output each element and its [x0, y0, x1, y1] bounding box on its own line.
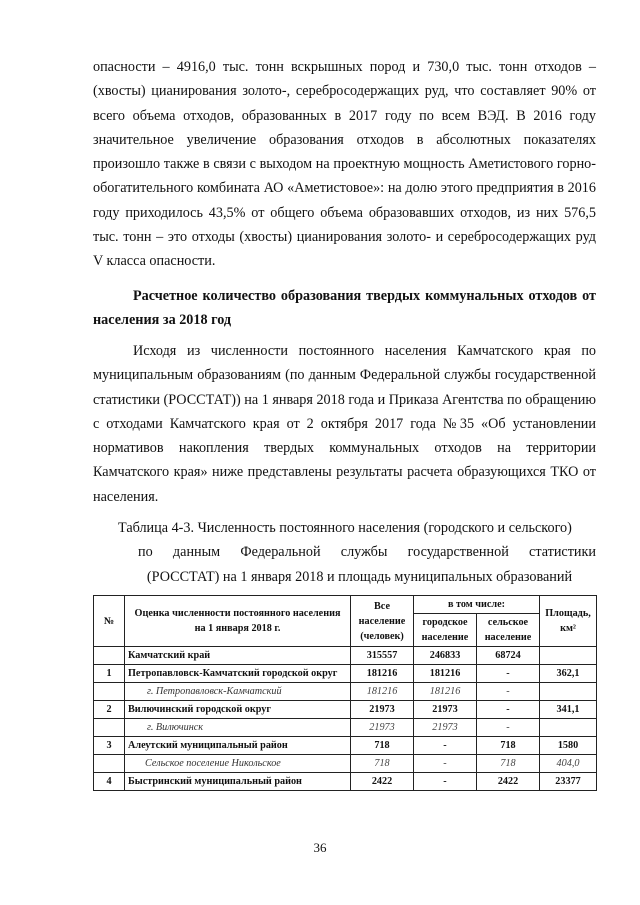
paragraph-waste-volumes: опасности – 4916,0 тыс. тонн вскрышных пород и 730,0 тыс. тонн отходов – (хвосты) цианирования золото-, серебросодержащих руд, что составляет 90% от всего объема отходов, образованных в 2017 году по всем ВЭД. В 2016 году значительное увеличение образования отходов в абсолютных показателях произошло также в связи с выходом на проектную мощность Аметистового горно-обогатительного комбината АО «Аметистовое»: на долю этого предприятия в 2016 году приходилось 43,5% от общего объема образовавших отходов, из них 576,5 тыс. тонн – это отходы (хвосты) цианирования золото- и серебросодержащих руд V класса опасности.	[93, 59, 596, 270]
cell-name: Вилючинский городской округ	[125, 701, 351, 719]
table-caption-line-2: по данным Федеральной службы государственной статистики	[138, 544, 596, 561]
table-row	[94, 701, 597, 719]
cell-rural: -	[477, 719, 540, 737]
cell-total: 718	[351, 755, 414, 773]
cell-name: г. Петропавловск-Камчатский	[125, 683, 351, 701]
cell-name: Камчатский край	[125, 647, 351, 665]
cell-total: 315557	[351, 647, 414, 665]
cell-area	[540, 683, 597, 701]
cell-rural: 68724	[477, 647, 540, 665]
cell-name: Быстринский муниципальный район	[125, 773, 351, 791]
cell-urban: 21973	[414, 719, 477, 737]
header-including: в том числе:	[414, 596, 540, 614]
cell-area: 404,0	[540, 755, 597, 773]
cell-area	[540, 647, 597, 665]
table-row	[94, 773, 597, 791]
table-row	[94, 665, 597, 683]
cell-rural: 2422	[477, 773, 540, 791]
cell-total: 2422	[351, 773, 414, 791]
cell-num	[94, 647, 125, 665]
cell-total: 21973	[351, 719, 414, 737]
cell-num: 3	[94, 737, 125, 755]
cell-name: Петропавловск-Камчатский городской округ	[125, 665, 351, 683]
table-caption-line-3: (РОССТАТ) на 1 января 2018 и площадь муниципальных образований	[146, 568, 573, 585]
cell-rural: -	[477, 701, 540, 719]
cell-num	[94, 755, 125, 773]
cell-rural: -	[477, 683, 540, 701]
cell-total: 181216	[351, 665, 414, 683]
cell-total: 718	[351, 737, 414, 755]
page-number: 36	[313, 840, 327, 855]
cell-urban: 21973	[414, 701, 477, 719]
cell-urban: -	[414, 773, 477, 791]
cell-rural: -	[477, 665, 540, 683]
cell-num: 4	[94, 773, 125, 791]
table-header-row	[94, 596, 597, 614]
cell-area: 362,1	[540, 665, 597, 683]
cell-urban: 246833	[414, 647, 477, 665]
table-caption-line-1: Таблица 4-3. Численность постоянного населения (городского и сельского)	[118, 520, 572, 536]
header-name: Оценка численности постоянного населения на 1 января 2018 г.	[125, 596, 351, 647]
cell-rural: 718	[477, 755, 540, 773]
cell-area	[540, 719, 597, 737]
header-area: Площадь, км²	[540, 596, 597, 647]
table-row	[94, 719, 597, 737]
cell-area: 23377	[540, 773, 597, 791]
section-heading: Расчетное количество образования твердых коммунальных отходов от населения за 2018 год	[93, 288, 596, 329]
cell-urban: 181216	[414, 683, 477, 701]
cell-name: Сельское поселение Никольское	[125, 755, 351, 773]
paragraph-population-basis: Исходя из численности постоянного населения Камчатского края по муниципальным образованиям (по данным Федеральной службы государственной статистики (РОССТАТ)) на 1 января 2018 года и Приказа Агентства по обращению с отходами Камчатского края от 2 октября 2017 года №35 «Об установлении нормативов накопления твердых коммунальных отходов на территории Камчатского края» ниже представлены результаты расчета образующихся ТКО от населения.	[93, 343, 597, 505]
cell-total: 181216	[351, 683, 414, 701]
table-row	[94, 737, 597, 755]
table-row	[94, 755, 597, 773]
table-row	[94, 647, 597, 665]
cell-num	[94, 683, 125, 701]
cell-num	[94, 719, 125, 737]
cell-urban: -	[414, 737, 477, 755]
cell-area: 341,1	[540, 701, 597, 719]
cell-total: 21973	[351, 701, 414, 719]
population-table	[93, 595, 597, 791]
header-rural: сельское население	[477, 614, 540, 647]
table-caption	[93, 516, 596, 589]
cell-name: г. Вилючинск	[125, 719, 351, 737]
cell-num: 2	[94, 701, 125, 719]
header-urban: городское население	[414, 614, 477, 647]
cell-num: 1	[94, 665, 125, 683]
table-row	[94, 683, 597, 701]
cell-urban: -	[414, 755, 477, 773]
header-total: Все население (человек)	[351, 596, 414, 647]
header-num: №	[94, 596, 125, 647]
cell-name: Алеутский муниципальный район	[125, 737, 351, 755]
cell-area: 1580	[540, 737, 597, 755]
cell-rural: 718	[477, 737, 540, 755]
cell-urban: 181216	[414, 665, 477, 683]
